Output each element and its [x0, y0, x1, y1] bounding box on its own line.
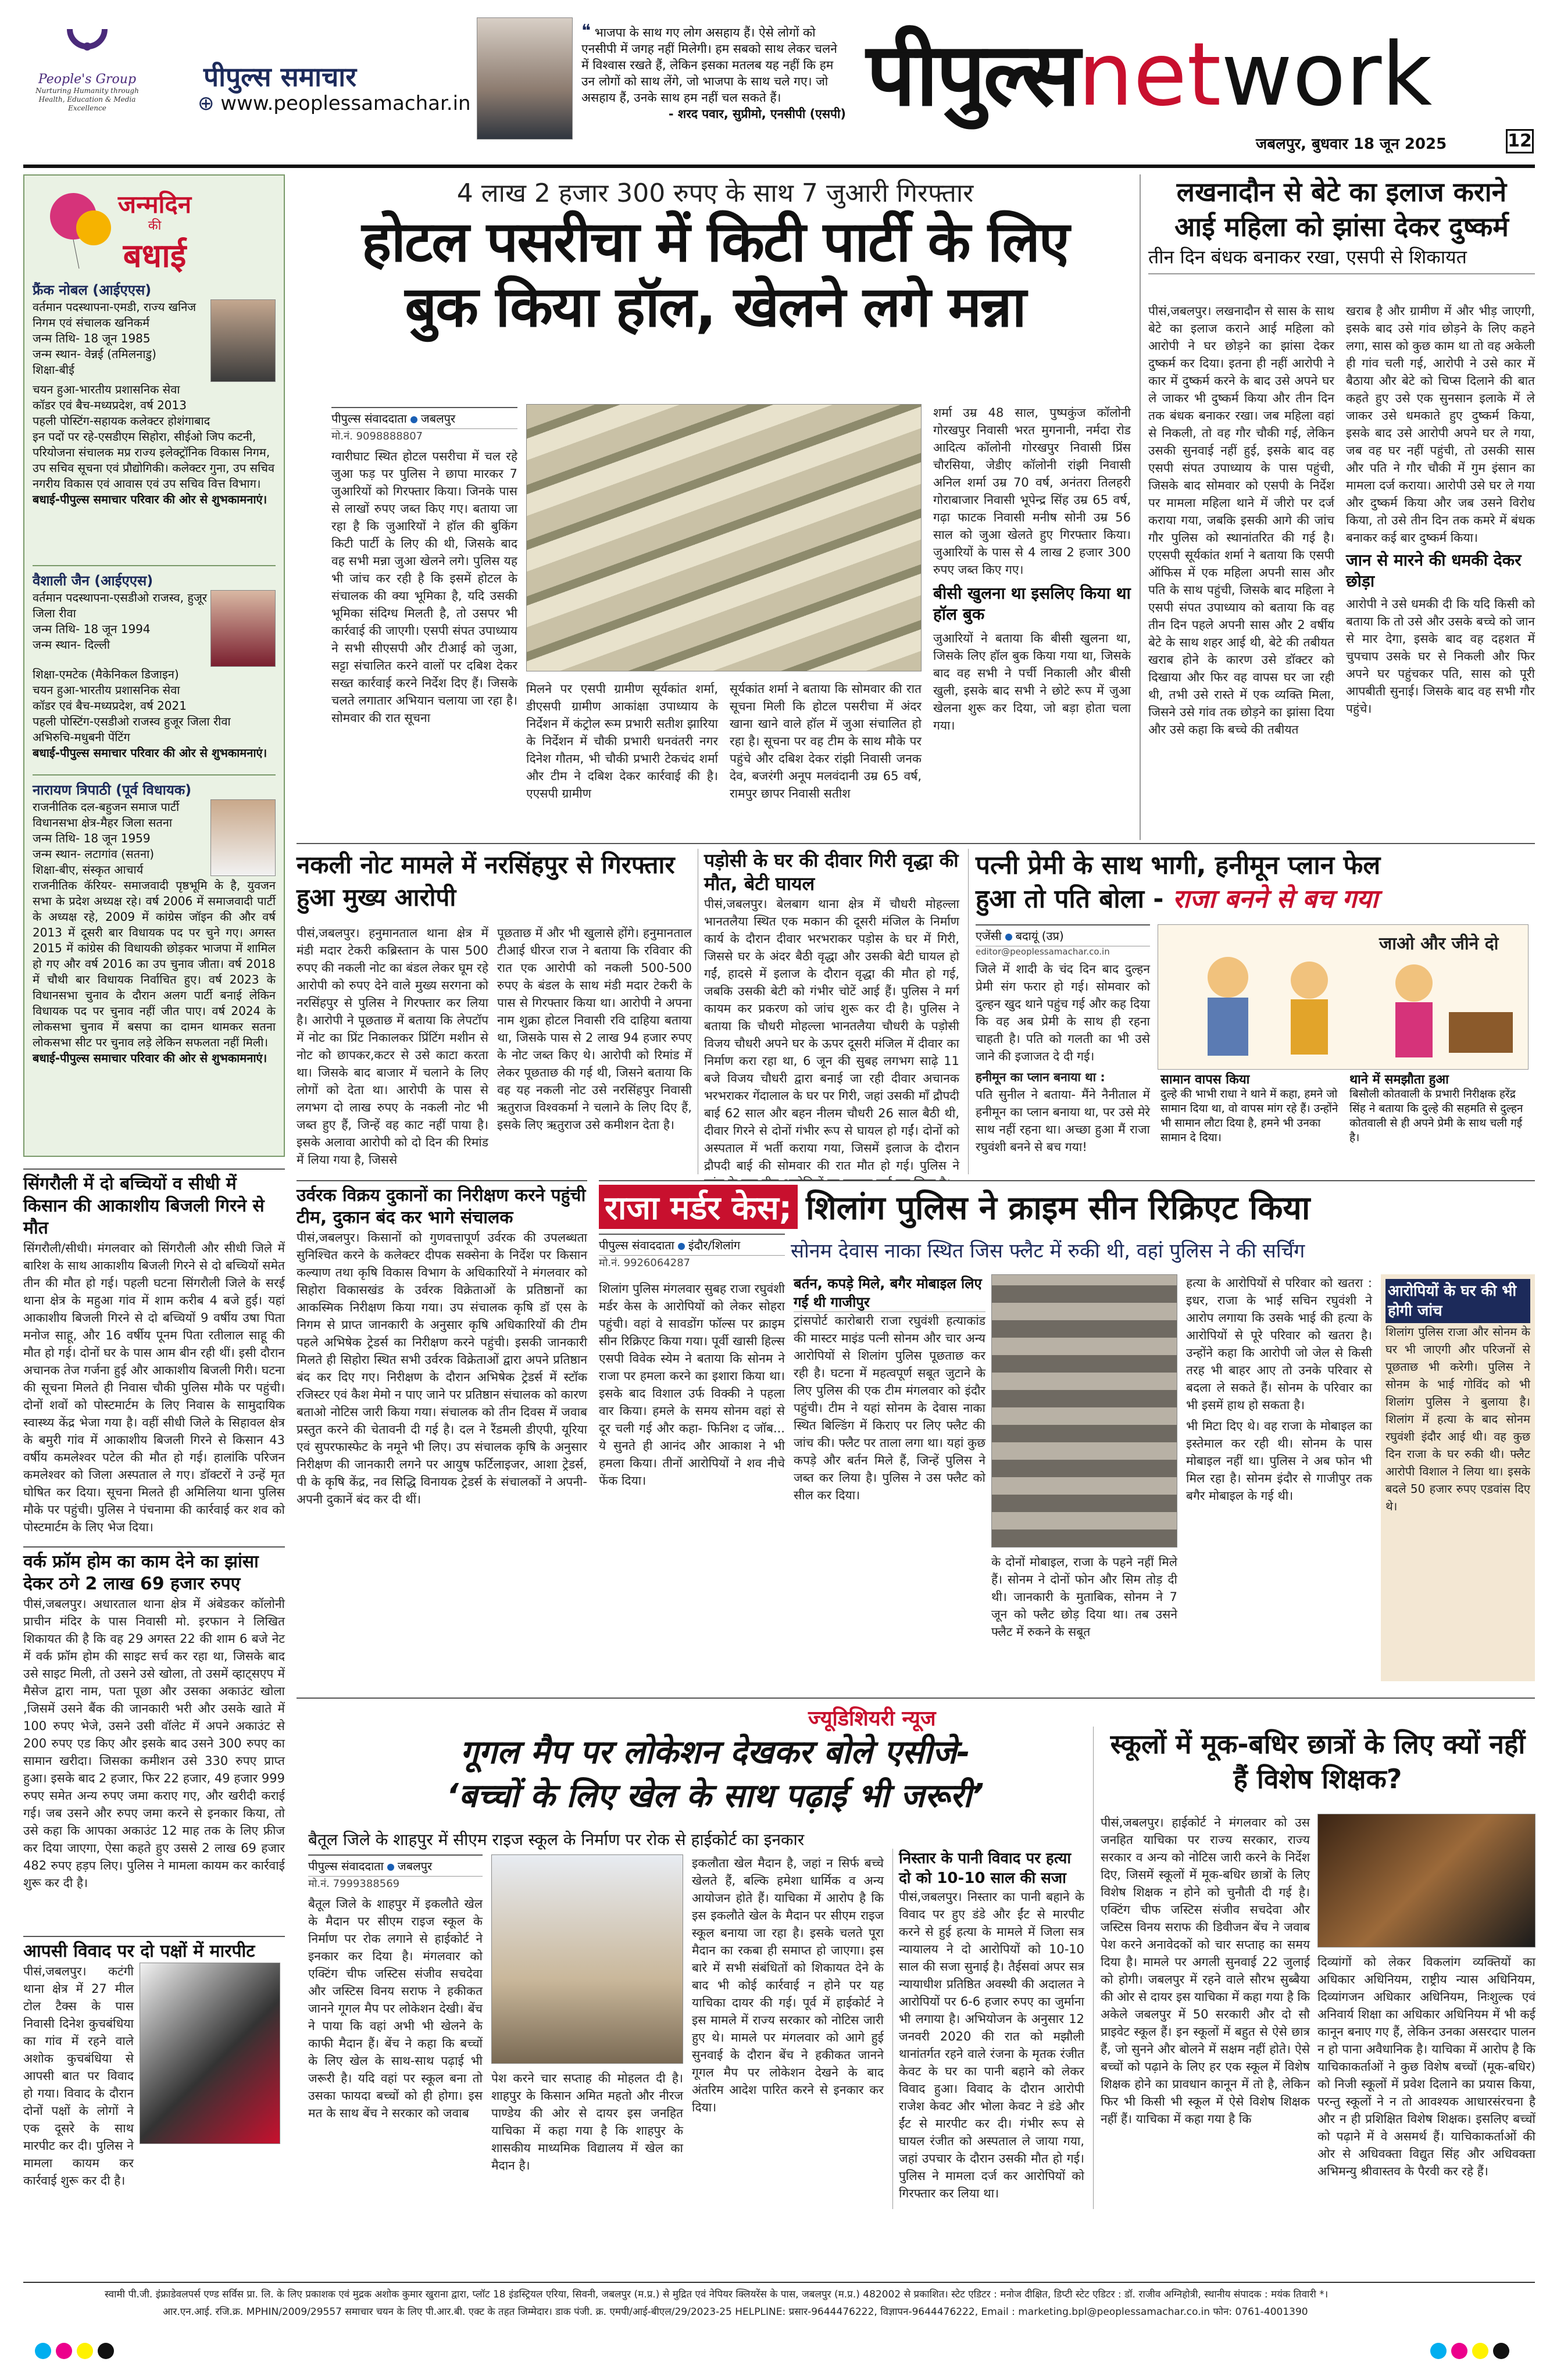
quote-mark-icon: ❝	[581, 21, 591, 41]
workfromhome-body: पीसं,जबलपुर। अधारताल थाना क्षेत्र में अंबेडकर कॉलोनी प्राचीन मंदिर के पास निवासी मो. इरफान ने लिखित शिकायत की है कि वह 29 अगस्त 22 की शाम 6 बजे नेट में वर्क फ्रॉम होम की साइट सर्च कर रहा था, जिसके बाद उसे साइट मिली, तो उसने उसे खोला, तो उसमें व्हाट्सएप में मैसेज द्वारा नाम, पता पूछा और उसका अकाउंट खोला ,जिसमें उसने बैंक की जानकारी भरी और उसके खाते में 100 रुपए भेजे, उसने उसी वॉलेट में अपने अकाउंट से 200 रुपए एड किए और इसके बाद उसने 300 रुपए का सामान खरीदा। जिसका कमीशन उसे 330 रुपए प्राप्त हुआ। इसके बाद 2 हजार, फिर 22 हजार, 49 हजार 999 रुपए समेत अन्य रुपए जमा कराए गए, और खरीदी कराई गई। जब उसने और रुपए जमा करने से इनकार किया, तो उसे कहा कि आपका अकाउंट 12 माह तक के लिए फ्रीज कर दिया जाएगा, ऐसा कहते हुए उससे 2 लाख 69 हजार 482 रुपए हड़प लिए। पुलिस ने मामला कायम कर कार्रवाई शुरू कर दी है।	[23, 1597, 285, 1890]
lightning-story	[23, 1168, 285, 1541]
raja-paragraph: हत्या के आरोपियों से परिवार को खतरा : इधर, राजा के भाई सचिन रघुवंशी ने आरोप लगाया कि उसके भाई की हत्या के आरोपियों से पूरे परिवार को खतरा है। उन्होंने कहा कि आरोपी जो जेल से किसी तरह भी बाहर आए तो उनके परिवार से बदला ले सकते हैं। सोनम के परिवार का भी इसमें हाथ हो सकता है।	[1186, 1276, 1372, 1412]
workfromhome-story	[23, 1546, 285, 1930]
honeymoon-email[interactable]: editor@peoplessamachar.co.in	[976, 946, 1110, 957]
lead-col-3: सूर्यकांत शर्मा ने बताया कि सोमवार की रात सूचना मिली कि होटल पसरीचा में अंदर खाना खाने वाले हॉल में जुआ संचालित हो रहा है। सूचना पर वह टीम के साथ मौके पर पहुंचे और दबिश देकर रांझी निवासी जनक देव, बजरंगी अनूप मलवंदानी उम्र 65 वर्ष, रामपुर छापर निवासी सतीश	[730, 682, 922, 801]
lakhnadon-headline-2: आई महिला को झांसा देकर दुष्कर्म	[1174, 211, 1509, 242]
raja-case-story	[599, 1180, 1535, 1692]
honeymoon-story	[968, 849, 1535, 1174]
profile-line: वर्तमान पदस्थापना-एसडीओ राजस्व, हुजूर जिला रीवा	[33, 591, 208, 620]
profile-line: बधाई-पीपुल्स समाचार परिवार की ओर से शुभकामनाएं।	[33, 746, 267, 760]
color-registration-right	[1430, 2343, 1514, 2361]
profile-photo	[210, 590, 276, 667]
quote-author: - शरद पवार, सुप्रीमो, एनसीपी (एसपी)	[668, 107, 846, 121]
fertilizer-headline: उर्वरक विक्रय दुकानों का निरीक्षण करने पहुंची टीम, दुकान बंद कर भागे संचालक	[297, 1185, 586, 1228]
bullet-dot-icon	[678, 1243, 685, 1250]
murder-headline: निस्तार के पानी विवाद पर हत्या दो को 10-10 साल की सजा	[899, 1850, 1072, 1887]
honeymoon-body	[976, 960, 1150, 1158]
profile-photo	[210, 799, 276, 876]
birthday-profile	[33, 566, 276, 776]
profile-line: बधाई-पीपुल्स समाचार परिवार की ओर से शुभकामनाएं।	[33, 492, 267, 506]
birthday-profile	[33, 776, 276, 1152]
paper-name: पीपुल्स समाचार	[203, 61, 357, 92]
judiciary-mobile: मो.नं. 7999388569	[308, 1878, 400, 1890]
lakhnadon-col-1: पीसं,जबलपुर। लखनादौन से सास के साथ बेटे का इलाज कराने आई महिला को आरोपी ने घर छोड़ने का झांसा देकर दुष्कर्म कर दिया। इतना ही नहीं आरोपी ने कार में दुष्कर्म करने के बाद उसे अपने घर ले जाकर भी दुष्कर्म किया और तीन दिन तक बंधक बनाकर रखा। जब महिला वहां से निकली, तो वह गौर चौकी गई, लेकिन उसकी सुनवाई नहीं हुई, इसके बाद वह एसपी संपत उपाध्याय के पास पहुंची, जिसके बाद सोमवार को एसपी के निर्देश पर मामला महिला थाने में जीरो पर दर्ज कराया गया, जबकि इसकी आगे की जांच गौर पुलिस को स्थानांतरित की गई है। एएसपी सूर्यकांत शर्मा ने बताया कि एसपी ऑफिस में एक महिला अपनी सास और पति के साथ पहुंची, जिसके बाद महिला ने एसपी संपत उपाध्याय को बताया कि वह तीन दिन पहले अपनी सास और 2 वर्षीय बेटे के साथ शहर आई थी, बेटे की तबीयत खराब होने के कारण उसे डॉक्टर को दिखाया और फिर वह वापस घर जा रही थी, तभी उसे रास्ते में एक व्यक्ति मिला, जिसने उसे गांव तक छोड़ने का झांसा दिया और उसे कहा कि बच्चे की तबीयत	[1148, 304, 1334, 737]
fake-note-col-2: पूछताछ में और भी खुलासे होंगे। हनुमानताल टीआई धीरज राज ने बताया कि रविवार की रात एक आरोपी को नकली 500-500 रुपए के बंडल के साथ मंडी मदार टेकरी के पास से गिरफ्तार किया था। आरोपी ने अपना नाम शुक्रा होटल निवासी रवि दाहिया बताया था, जिसके पास से 2 लाख 94 हजार रुपए के नोट जब्त किए थे। आरोपी को रिमांड में लेकर पूछताछ की गई थी, जिसने बताया कि वह यह नकली नोट उसे नरसिंहपुर निवासी ऋतुराज विश्वकर्मा ने चलाने के लिए दिए हैं, इसके लिए ऋतुराज उसे कमीशन देता है।	[497, 926, 692, 1132]
footer-divider	[23, 2282, 1535, 2283]
brand-work: work	[1221, 24, 1433, 126]
lakhnadon-subhead-2: जान से मारने की धमकी देकर छोड़ा	[1346, 551, 1522, 591]
judiciary-subhead: बैतूल जिले के शाहपुर में सीएम राइज स्कूल के निर्माण पर रोक से हाईकोर्ट का इनकार	[308, 1830, 805, 1849]
profile-line: राजनीतिक दल-बहुजन समाज पार्टी	[33, 800, 180, 814]
profile-line: विधानसभा क्षेत्र-मैहर जिला सतना	[33, 816, 173, 830]
raja-box	[794, 1274, 985, 1681]
judiciary-headline-1: गूगल मैप पर लोकेशन देखकर बोले एसीजे-	[460, 1734, 970, 1771]
profile-line: कॉडर एवं बैच-मध्यप्रदेश, वर्ष 2013	[33, 398, 187, 412]
raja-headline: शिलांग पुलिस ने क्राइम सीन रिक्रिएट किया	[806, 1189, 1310, 1227]
fake-note-story	[297, 849, 692, 1168]
profile-line: शिक्षा-एमटेक (मैकेनिकल डिजाइन)	[33, 667, 179, 681]
birthday-title-top: जन्मदिन	[117, 190, 192, 219]
profile-line: जन्म तिथि- 18 जून 1985	[33, 331, 151, 345]
judiciary-col-1: बैतूल जिले के शाहपुर में इकलौते खेल के मैदान पर सीएम राइज स्कूल के निर्माण पर रोक लगाने से हाईकोर्ट ने इनकार कर दिया है। मंगलवार को एक्टिंग चीफ जस्टिस संजीव सचदेवा और जस्टिस विनय सराफ ने हकीकत जानने गूगल मैप पर लोकेशन देखी। बेंच ने पाया कि वहां अभी भी खेलने के काफी मैदान हैं। बेंच ने कहा कि बच्चों के लिए खेल के साथ-साथ पढ़ाई भी जरूरी है। यदि वहां पर स्कूल बना तो उसका फायदा बच्चों को ही होगा। इस मत के साथ बेंच ने सरकार को जवाब	[308, 1897, 483, 2120]
judiciary-headline-2: ‘बच्चों के लिए खेल के साथ पढ़ाई भी जरूरी’	[446, 1777, 984, 1815]
fertilizer-body: पीसं,जबलपुर। किसानों को गुणवत्तापूर्ण उर्वरक की उपलब्धता सुनिश्चित करने के कलेक्टर दीपक सक्सेना के निर्देश पर किसान कल्याण तथा कृषि विकास विभाग के अधिकारियों ने मंगलवार को सिहोरा विकासखंड के उर्वरक विक्रेताओं के प्रतिष्ठानों का आकस्मिक निरीक्षण किया गया। उप संचालक कृषि डॉ एस के निगम से प्राप्त जानकारी के अनुसार कृषि अधिकारियों की टीम पहले अभिषेक ट्रेडर्स का निरीक्षण करने पहुंची। इसकी जानकारी मिलते ही सिहोरा स्थित सभी उर्वरक विक्रेताओं द्वारा अपने प्रतिष्ठान बंद कर दिए गए। निरीक्षण के दौरान अभिषेक ट्रेडर्स में स्टॉक रजिस्टर एवं कैश मेमो न पाए जाने पर प्रतिष्ठान संचालक को कारण बताओ नोटिस जारी किया गया। संचालक को तीन दिवस में जवाब प्रस्तुत करने की चेतावनी दी गई है। दल ने रैंडमली डीएपी, यूरिया एवं सुपरफास्फेट के नमूने भी लिए। उप संचालक कृषि के अनुसार निरीक्षण की जानकारी लगने पर आयुष फर्टिलाइजर, आशा ट्रेडर्स, पी के कृषि केंद्र, नव सिद्धि विनायक ट्रेडर्स के संचालकों ने अपनी-अपनी दुकानें बंद कर दी थीं।	[297, 1231, 587, 1506]
raja-photo-caption: के दोनों मोबाइल, राजा के पहने नहीं मिले हैं। सोनम ने दोनों फोन और सिम तोड़ दी थी। जानकारी के मुताबिक, सोनम ने 7 जून को फ्लैट छोड़ दिया था। तब उसने फ्लैट में रुकने के सबूत	[991, 1555, 1177, 1639]
profile-line: पहली पोस्टिंग-एसडीओ राजस्व हुजूर जिला रीवा	[33, 714, 231, 728]
caption-title: सामान वापस किया	[1160, 1073, 1250, 1087]
honeymoon-cartoon	[1158, 924, 1529, 1070]
judiciary-col-2: इकलौता खेल मैदान है, जहां न सिर्फ बच्चे खेलते हैं, बल्कि हमेशा धार्मिक व अन्य आयोजन होते हैं। याचिका में आरोप है कि इस इकलौते खेल के मैदान पर सीएम राइज स्कूल बनाया जा रहा है। इसके चलते पूरा मैदान का रकबा ही समाप्त हो जाएगा। इस बारे में सभी संबंधितों को शिकायत देने के बाद भी कोई कार्रवाई न होने पर यह याचिका दायर की गई। पूर्व में हाईकोर्ट ने इस मामले में राज्य सरकार को नोटिस जारी हुए थे। मामले पर मंगलवार को आगे हुई सुनवाई के दौरान बेंच ने हकीकत जानने गूगल मैप पर लोकेशन देखने के बाद अंतरिम आदेश पारित करने से इनकार कर दिया।	[692, 1856, 884, 2114]
profile-line: पहली पोस्टिंग-सहायक कलेक्टर होशंगाबाद	[33, 414, 210, 428]
caption-text: दुल्हे की भाभी राधा ने थाने में कहा, हमने जो सामान दिया था, वो वापस मांग रहे हैं। उन्होंने भी सामान लौटा दिया है, हमने भी उनका सामान दे दिया।	[1160, 1088, 1338, 1144]
judiciary-section	[297, 1703, 1535, 2215]
lakhnadon-subhead: तीन दिन बंधक बनाकर रखा, एसपी से शिकायत	[1148, 244, 1535, 274]
raja-building-photo	[991, 1274, 1177, 1548]
raja-col-1: शिलांग पुलिस मंगलवार सुबह राजा रघुवंशी मर्डर केस के आरोपियों को लेकर सोहरा पहुंची। वहां वे सावडोंग फॉल्स पर क्राइम सीन रिक्रिएट किया गया। पूर्वी खासी हिल्स एसपी विवेक स्येम ने बताया कि सोनम ने राजा पर हमला करने का इशारा किया था। इसके बाद विशाल उर्फ विक्की ने पहला वार किया। हमले के समय सोनम वहां से दूर चली गई और कहा- फिनिश द जॉब... ये सुनते ही आनंद और आकाश ने भी हमला किया। तीनों आरोपियों ने शव नीचे फेंक दिया।	[599, 1282, 785, 1488]
bullet-dot-icon	[1005, 934, 1012, 941]
raja-byline: पीपुल्स संवाददाता इंदौर/शिलांग	[599, 1234, 785, 1256]
group-name: People's Group	[38, 72, 137, 87]
column-divider	[1140, 174, 1141, 840]
raja-box-title: बर्तन, कपड़े मिले, बगैर मोबाइल लिए गई थी गाजीपुर	[794, 1274, 985, 1312]
footer-registration: आर.एन.आई. रजि.क्र. MPHIN/2009/29557 समाचार चयन के लिए पी.आर.बी. एक्ट के तहत जिम्मेदार। डाक पंजी. क्र. एमपी/आई-बीएल/29/2023-25 HELPLINE: प्रसार-9644476222, विज्ञापन-9644476222, Email : marketing.bpl@peoplessamachar.co.in फोन: 0761-4001390	[163, 2306, 1308, 2318]
lead-byline: पीपुल्स संवाददाता जबलपुर	[331, 407, 517, 429]
bullet-dot-icon	[410, 416, 417, 423]
honeymoon-subhead: हनीमून का प्लान बनाया था :	[976, 1070, 1105, 1084]
profile-line: वर्तमान पदस्थापना-एमडी, राज्य खनिज निगम एवं संचालक खनिकर्म	[33, 300, 197, 330]
wall-body: पीसं,जबलपुर। बेलबाग थाना क्षेत्र में चौधरी मोहल्ला भानतलैया स्थित एक मकान की दूसरी मंजिल के निर्माण कार्य के दौरान दीवार भरभराकर पड़ोस के घर में गिरी, जिससे घर के अंदर बैठी वृद्धा और उसकी बेटी घायल हो गईं, हादसे में इलाज के दौरान वृद्धा की मौत हो गई, जबकि उसकी बेटी को गंभीर चोटें आई हैं। पुलिस ने मर्ग कायम कर प्रकरण को जांच शुरू कर दी है। पुलिस ने बताया कि चौधरी मोहल्ला भानतलैया चौधरी के पड़ोसी विजय चौधरी अपने घर के ऊपर दूसरी मंजिल में दीवार का निर्माण करा रहा था, 6 जून की सुबह लगभग साढ़े 11 बजे विजय चौधरी द्वारा बनाई जा रही दीवार अचानक भरभराकर गेंदालाल के घर पर गिरी, जहां उसकी माँ द्रौपदी बाई 62 साल और बहन नीलम चौधरी 26 साल बैठी थी, दीवार गिरने से दोनों गंभीर रूप से घायल हो गईं। दोनों को अस्पताल में भर्ती कराया गया, जिसमें इलाज के दौरान द्रौपदी बाई की सोमवार की रात मौत हो गई। पुलिस ने	[704, 897, 959, 1173]
profile-line: जन्म तिथि- 18 जून 1959	[33, 831, 151, 845]
profile-line: जन्म स्थान- वेन्नई (तमिलनाडु)	[33, 347, 156, 361]
brand-logo	[866, 12, 1535, 128]
caption-title: थाने में समझौता हुआ	[1349, 1073, 1449, 1087]
raja-paragraph: भी मिटा दिए थे। वह राजा के मोबाइल का इस्तेमाल कर रही थी। सोनम के पास मोबाइल नहीं था। पुलिस ने अब फोन भी मिल रहा है। सोनम इंदौर से गाजीपुर तक बगैर मोबाइल के गई थी।	[1186, 1419, 1372, 1503]
lead-col-4	[933, 404, 1131, 837]
profile-line: चयन हुआ-भारतीय प्रशासनिक सेवा	[33, 383, 180, 396]
raja-mobile: मो.नं. 9926064287	[599, 1257, 691, 1269]
page-number: 12	[1506, 129, 1534, 153]
profile-line: अभिरुचि-मधुबनी पेंटिंग	[33, 730, 130, 744]
honeymoon-paragraph: पति सुनील ने बताया- मैंने नैनीताल में हनीमून का प्लान बनाया था, पर उसे मेरे साथ नहीं रहना था। अच्छा हुआ मैं राजा रघुवंशी बनने से बच गया!	[976, 1088, 1150, 1154]
masthead-divider	[23, 165, 1535, 168]
dispute-headline: आपसी विवाद पर दो पक्षों में मारपीट	[23, 1941, 255, 1961]
lightning-headline: सिंगरौली में दो बच्चियों व सीधी में किसान की आकाशीय बिजली गिरने से मौत	[23, 1174, 265, 1238]
honeymoon-headline-1: पत्नी प्रेमी के साथ भागी, हनीमून प्लान फेल	[976, 850, 1381, 880]
birthday-title-ki: की	[148, 219, 162, 233]
honeymoon-headline-2a: हुआ तो पति बोला -	[976, 884, 1164, 914]
raja-sidebar-title: आरोपियों के घर की भी होगी जांच	[1385, 1279, 1530, 1323]
judiciary-kicker: ज्यूडिशियरी न्यूज	[808, 1707, 936, 1731]
section-divider	[297, 1698, 1535, 1699]
murder-story	[892, 1849, 1084, 2209]
website[interactable]: ⊕ www.peoplessamachar.in	[198, 92, 471, 115]
school-story	[1093, 1727, 1535, 2209]
profile-name: नारायण त्रिपाठी (पूर्व विधायक)	[33, 782, 192, 798]
workfromhome-headline: वर्क फ्रॉम होम का काम देने का झांसा देकर ठगे 2 लाख 69 हजार रुपए	[23, 1552, 259, 1594]
peoples-group-logo	[29, 23, 145, 128]
lead-paragraph: जुआरियों ने बताया कि बीसी खुलना था, जिसके लिए हॉल बुक किया गया था, जिसके बाद वह सभी ने पर्ची निकाली और बीसी खुली, इसके बाद सभी ने छोटे रूप में जुआ खेलना शुरू कर दिया, जो बड़ा होता चला गया।	[933, 631, 1131, 732]
bullet-dot-icon	[387, 1864, 394, 1871]
lakhnadon-paragraph: आरोपी ने उसे धमकी दी कि यदि किसी को बताया कि तो उसे और उसके बच्चे को जान से मार देगा, इसके बाद वह दहशत में चुपचाप उसके घर से निकली और फिर अपने घर पहुंचकर पति, सास को पूरी आपबीती सुनाई। जिसके बाद वह सभी गौर पहुंचे।	[1346, 597, 1535, 716]
dispute-illustration	[140, 1963, 280, 2144]
fake-note-col-1: पीसं,जबलपुर। हनुमानताल थाना क्षेत्र में मंडी मदार टेकरी कब्रिस्तान के पास 500 रुपए की नकली नोट का बंडल लेकर घूम रहे आरोपी को रुपए देने वाले मुख्य सरगना को नरसिंहपुर से पुलिस ने गिरफ्तार कर लिया है। आरोपी ने पूछताछ में बताया कि लेपटॉप में नोट का प्रिंट निकालकर प्रिंटिंग मशीन से नोट को छापकर,कटर से उसे काटा करता था। जिसके बाद बाजार में चलाने के लिए लोगों को देता था। आरोपी के पास से लगभग दो लाख रुपए के नकली नोट भी जब्त हुए हैं, जिन्हें वह काट नहीं पाया है। इसके अलावा आरोपी को दो दिन की रिमांड में लिया गया है, जिससे	[297, 926, 488, 1167]
profile-line: कॉडर एवं बैच-मध्यप्रदेश, वर्ष 2021	[33, 699, 187, 713]
brand-hindi: पीपुल्स	[866, 24, 1079, 126]
color-registration-left	[35, 2343, 119, 2361]
profile-line: राजनीतिक कॅरियर- समाजवादी पृष्ठभूमि के है, युवजन सभा के प्रदेश अध्यक्ष रहे। वर्ष 2006 में समाजवादी पार्टी के अध्यक्ष रहे, 2009 में कांग्रेस जॉइन की और वर्ष 2013 में दूसरी बार विधायक पद पर चुने गए। अगस्त 2015 में कांग्रेस की विधायकी छोड़कर भाजपा में शामिल हो गए और वर्ष 2016 का उप चुनाव जीता। वर्ष 2018 में चौथी बार विधायक निर्वाचित हुए। वर्ष 2023 के विधानसभा चुनाव के दौरान अलग पार्टी बनाई लेकिन विधायक पद पर चुनाव नहीं जीत पाए। वर्ष 2024 के लोकसभा चुनाव में बसपा का दामन थामकर सतना लोकसभा सीट पर चुनाव लड़े लेकिन सफलता नहीं मिली।	[33, 878, 276, 1049]
profile-line: जन्म स्थान- दिल्ली	[33, 638, 110, 652]
wall-headline: पड़ोसी के घर की दीवार गिरी वृद्धा की मौत, बेटी घायल	[704, 849, 959, 895]
profile-name: वैशाली जैन (आईएएस)	[33, 573, 153, 589]
gavel-photo	[1317, 1814, 1535, 1947]
footer-imprint: स्वामी पी.जी. इंफ्राडेवलपर्स एण्ड सर्विस प्रा. लि. के लिए प्रकाशक एवं मुद्रक अशोक कुमार खुराना द्वारा, प्लॉट 18 इंडस्ट्रियल एरिया, सिवनी, जबलपुर (म.प्र.) से मुद्रित एवं नेपियर क्लियरेंस के पास, जबलपुर (म.प्र.) 482002 से प्रकाशित। स्टेट एडिटर : मनोज दीक्षित, डिप्टी स्टेट एडिटर : डॉ. राजीव अग्निहोत्री, स्थानीय संपादक : मयंक तिवारी *।	[105, 2289, 1329, 2300]
quote-text: भाजपा के साथ गए लोग असहाय हैं। ऐसे लोगों को एनसीपी में जगह नहीं मिलेगी। हम सबको साथ लेकर चलने में विश्वास रखते हैं, लेकिन इसका मतलब यह नहीं कि हम उन लोगों को साथ लेंगे, जो भाजपा के साथ चले गए। जो असहाय हैं, उनके साथ हम नहीं चल सकते हैं।	[581, 26, 837, 105]
lakhnadon-paragraph: खराब है और ग्रामीण में और भीड़ जाएगी, इसके बाद उसे गांव छोड़ने के लिए कहने लगा, सास को कुछ काम था तो वह अकेली ही गांव चली गई, आरोपी ने उसे कार में बैठाया और बेटे को चिप्स दिलाने की बात कहते हुए उसे एक सुनसान इलाके में ले जाकर उसे धमकाते हुए दुष्कर्म किया, इसके बाद उसे आरोपी अपने घर ले गया, जब वह घर नहीं पहुंची, तो उसकी सास और पति ने गौर चौकी में गुम इंसान का मामला दर्ज कराया। आरोपी उसे घर ले गया और दुष्कर्म किया और जब उसने विरोध किया, तो उसे तीन दिन तक कमरे में बंधक बनाकर कई बार दुष्कर्म किया।	[1346, 304, 1535, 545]
profile-name: फ्रैंक नोबल (आईएएस)	[33, 282, 152, 298]
lead-mobile: मो.नं. 9098888807	[331, 430, 423, 442]
judiciary-byline: पीपुल्स संवाददाता जबलपुर	[308, 1854, 483, 1877]
lightning-body: सिंगरौली/सीधी। मंगलवार को सिंगरौली और सीधी जिले में बारिश के साथ आकाशीय बिजली गिरने से दो बच्चियों समेत तीन की मौत हो गई। पहली घटना सिंगरौली जिले के सरई थाना क्षेत्र के महुआ गांव में शाम करीब 4 बजे हुई। यहां आकाशीय बिजली गिरने से दो बच्चियों 9 वर्षीय उषा पिता मनोज साहू, और 16 वर्षीय पूनम पिता रतीलाल साहू की मौत हो गई। दोनों घर के पास आम बीन रही थीं। इसी दौरान अचानक तेज गर्जना हुई और आकाशीय बिजली गिरी। घटना की सूचना मिलते ही निवास चौकी पुलिस मौके पर पहुंची। दोनों शवों को पोस्टमार्टम के लिए निवास के सामुदायिक स्वास्थ्य केंद्र भेजा गया है। वहीं सीधी जिले के सिहावल क्षेत्र के बमुरी गांव में आकाशीय बिजली गिरने से किसान 43 वर्षीय कमलेश्वर पटेल की मौत हो गई। हालांकि परिजन कमलेश्वर को जिला अस्पताल ले गए। डॉक्टरों ने उन्हें मृत घोषित कर दिया। सूचना मिलते ही अमिलिया थाना पुलिस मौके पर पहुंची। पुलिस ने पंचनामा की कार्रवाई कर शव को पोस्टमार्टम के लिए भेज दिया।	[23, 1241, 285, 1534]
raja-sidebar-body: शिलांग पुलिस राजा और सोनम के घर भी जाएगी और परिजनों से पूछताछ भी करेगी। पुलिस ने सोनम के भाई गोविंद को भी शिलांग पुलिस ने बुलाया है। शिलांग में हत्या के बाद सोनम रघुवंशी इंदौर आई थी। वह कुछ दिन राजा के घर रुकी थी। फ्लैट आरोपी विशाल ने लिया था। इसके बदले 50 हजार रुपए एडवांस दिए थे।	[1385, 1325, 1530, 1513]
section-divider	[297, 843, 1535, 844]
profile-line: बधाई-पीपुल्स समाचार परिवार की ओर से शुभकामनाएं।	[33, 1051, 267, 1065]
caption-text: बिसौली कोतवाली के प्रभारी निरीक्षक हरेंद्र सिंह ने बताया कि दुल्हे की सहमति से दुल्हन कोतवाली से ही अपने प्रेमी के साथ चली गई है।	[1349, 1088, 1523, 1144]
raja-subhead: सोनम देवास नाका स्थित जिस फ्लैट में रुकी थी, वहां पुलिस ने की सर्चिंग	[791, 1239, 1305, 1263]
lead-col-2: मिलने पर एसपी ग्रामीण सूर्यकांत शर्मा, डीएसपी ग्रामीण आकांक्षा उपाध्याय के निर्देशन में कंट्रोल रूम प्रभारी सतीश झारिया के निर्देशन में चौकी प्रभारी धनवंतरी नगर दिनेश गौतम, भी चौकी प्रभारी टेकचंद शर्मा और टीम ने दबिश देकर कार्रवाई की है। एएसपी ग्रामीण	[526, 682, 718, 801]
masthead	[0, 0, 1557, 169]
group-emblem-icon	[29, 23, 145, 70]
lead-headline-2: बुक किया हॉल, खेलने लगे मन्ना	[405, 274, 1026, 340]
lead-subhead: बीसी खुलना था इसलिए किया था हॉल बुक	[933, 584, 1131, 624]
judiciary-court-photo	[491, 1854, 683, 2064]
lead-headline-1: होटल पसरीचा में किटी पार्टी के लिए	[362, 209, 1069, 274]
profile-photo	[210, 299, 276, 382]
murder-body: पीसं,जबलपुर। निस्तार का पानी बहाने के विवाद पर हुए डंडे और ईंट से मारपीट करने से हुई हत्या के मामले में जिला सत्र न्यायालय ने दो आरोपियों को 10-10 साल की सजा सुनाई है। तैईसवां अपर सत्र न्यायाधीश प्रतिष्ठित अवस्थी की अदालत ने आरोपियों पर 6-6 हजार रुपए का जुर्माना भी लगाया है। अभियोजन के अनुसार 12 जनवरी 2020 की रात को मझौली थानांतर्गत रहने वाले रंजना के मृतक रंजीत केवट के घर का पानी बहाने को लेकर विवाद हुआ। विवाद के दौरान आरोपी राजेश केवट और भोला केवट ने डंडे और ईंट से मारपीट कर दी। गंभीर रूप से घायल रंजीत को अस्पताल ले जाया गया, जहां उपचार के दौरान उसकी मौत हो गई। पुलिस ने मामला दर्ज कर आरोपियों को गिरफ्तार कर लिया था।	[899, 1890, 1084, 2200]
dispute-body: पीसं,जबलपुर। कटंगी थाना क्षेत्र में 27 मील टोल टैक्स के पास निवासी दिनेश कुचबंधिया का गांव में रहने वाले अशोक कुचबंधिया से आपसी बात पर विवाद हो गया। विवाद के दौरान दोनों पक्षों के लोगों ने एक दूसरे के साथ मारपीट कर दी। पुलिस ने मामला कायम कर कार्रवाई शुरू कर दी है।	[23, 1964, 134, 2188]
lakhnadon-headline-1: लखनादौन से बेटे का इलाज कराने	[1176, 176, 1507, 208]
cartoon-caption: जाओ और जीने दो	[1379, 934, 1499, 954]
quote-portrait	[477, 17, 573, 140]
profile-line: जन्म तिथि- 18 जून 1994	[33, 622, 151, 636]
honeymoon-headline-2b: राजा बनने से बच गया	[1172, 884, 1379, 914]
cartoon-caption-2	[1349, 1073, 1530, 1145]
dispute-story	[23, 1936, 285, 2188]
honeymoon-paragraph: जिले में शादी के चंद दिन बाद दुल्हन प्रेमी संग फरार हो गई। सोमवार को दुल्हन खुद थाने पहुंच गई और कह दिया कि वह अब प्रेमी के साथ ही रहना चाहती है। पति को गलती का भी उसे जाने की इजाजत दे दी गई।	[976, 962, 1150, 1063]
profile-line: इन पदों पर रहे-एसडीएम सिहोरा, सीईओ जिप कटनी, परियोजना संचालक मप्र राज्य इलेक्ट्रॉनिक विकास निगम, उप सचिव सूचना एवं प्रौद्योगिकी। कलेक्टर गुना, उप सचिव नगरीय विकास एवं आवास एवं उप सचिव वित्त विभाग।	[33, 430, 275, 491]
birthday-header	[33, 181, 276, 280]
globe-icon: ⊕	[198, 92, 221, 115]
lakhnadon-story	[1148, 174, 1535, 840]
profile-line: जन्म स्थान- लटागांव (सतना)	[33, 847, 155, 861]
fake-note-headline: नकली नोट मामले में नरसिंहपुर से गिरफ्तार हुआ मुख्य आरोपी	[297, 850, 675, 912]
wall-story	[698, 849, 959, 1174]
school-col-1: पीसं,जबलपुर। हाईकोर्ट ने मंगलवार को उस जनहित याचिका पर राज्य सरकार, राज्य सरकार व अन्य को नोटिस जारी करने के निर्देश दिए, जिसमें स्कूलों में मूक-बधिर छात्रों के लिए विशेष शिक्षक न होने को चुनौती दी गई है। एक्टिंग चीफ जस्टिस संजीव सचदेवा और जस्टिस विनय सराफ की डिवीजन बेंच ने जवाब पेश करने अनावेदकों को चार सप्ताह का समय दिया है। मामले पर अगली सुनवाई 22 जुलाई को होगी। जबलपुर में रहने वाले सौरभ सुब्बैया की ओर से दायर इस याचिका में कहा गया है कि अकेले जबलपुर में 50 सरकारी और दो सौ प्राइवेट स्कूल हैं। इन स्कूलों में बहुत से ऐसे छात्र हैं, जो सुनने और बोलने में सक्षम नहीं होते। ऐसे बच्चों को पढ़ाने के लिए हर एक स्कूल में विशेष शिक्षक होने का प्रावधान कानून में तो है, लेकिन फिर भी किसी भी स्कूल में ऐसे विशेष शिक्षक नहीं हैं। याचिका में कहा गया है कि	[1101, 1816, 1310, 2126]
profile-line: चयन हुआ-भारतीय प्रशासनिक सेवा	[33, 683, 180, 697]
brand-net: net	[1078, 24, 1222, 126]
lead-photo-cash	[526, 404, 922, 671]
raja-sidebar	[1381, 1274, 1535, 1681]
lead-story	[297, 174, 1134, 840]
profile-line: शिक्षा-बीई	[33, 363, 74, 377]
lakhnadon-col-2	[1346, 302, 1535, 837]
raja-col-2: ट्रांसपोर्ट कारोबारी राजा रघुवंशी हत्याकांड की मास्टर माइंड पत्नी सोनम और चार अन्य आरोपियों से शिलांग पुलिस पूछताछ कर रही है। घटना में महत्वपूर्ण सबूत जुटाने के लिए पुलिस की एक टीम मंगलवार को इंदौर पहुंची। टीम ने यहां सोनम के देवास नाका स्थित बिल्डिंग में किराए पर लिए फ्लैट की जांच की। फ्लैट पर ताला लगा था। यहां कुछ कपड़े और बर्तन मिले हैं, जिन्हें पुलिस ने जब्त कर लिया है। पुलिस ने उस फ्लैट को सील कर दिया।	[794, 1314, 985, 1502]
birthday-title-bottom: बधाई	[123, 237, 187, 275]
lead-col-1: ग्वारीघाट स्थित होटल पसरीचा में चल रहे जुआ फड़ पर पुलिस ने छापा मारकर 7 जुआरियों को गिरफ्तार किया। जिनके पास से लाखों रुपए जब्त किए गए। बताया जा रहा है कि जुआरियों ने हॉल की बुकिंग किटी पार्टी के लिए की थी, जिसके बाद वह सभी मन्ना जुआ खेलने लगे। पुलिस यह भी जांच कर रही है कि इसमें होटल के संचालक की क्या भूमिका है, यदि उसकी भूमिका संदिग्ध मिलती है, तो उसपर भी कार्रवाई की जाएगी। एसपी संपत उपाध्याय ने सभी सीएसपी और टीआई को जुआ, सट्टा संचालित करने वालों पर दबिश देकर सख्त कार्रवाई करने निर्देश दिए हैं। जिसके चलते लगातार अभियान चलाया जा रहा है। सोमवार की रात सूचना	[331, 449, 517, 725]
raja-col-3	[1186, 1274, 1372, 1681]
judiciary-photo-caption: पेश करने चार सप्ताह की मोहलत दी है। शाहपुर के किसान अमित महतो और नीरज पाण्डेय की ओर से दायर इस जनहित याचिका में कहा गया है कि शाहपुर के शासकीय माध्यमिक विद्यालय में खेल का मैदान है।	[491, 2071, 683, 2172]
profile-line: शिक्षा-बीए, संस्कृत आचार्य	[33, 863, 144, 877]
quote-box	[581, 23, 846, 145]
raja-kicker: राजा मर्डर केस;	[599, 1185, 798, 1229]
lead-kicker: 4 लाख 2 हजार 300 रुपए के साथ 7 जुआरी गिरफ्तार	[456, 178, 974, 208]
date-line: जबलपुर, बुधवार 18 जून 2025	[1256, 135, 1447, 153]
honeymoon-byline: एजेंसी बदायूं (उप्र)	[976, 924, 1150, 946]
group-tagline: Nurturing Humanity through Health, Education & Media Excellence	[35, 87, 139, 112]
school-col-2: दिव्यांगों को लेकर विकलांग व्यक्तियों का अधिकार अधिनियम, राष्ट्रीय न्यास अधिनियम, दिव्यांगजन अधिकार अधिनियम, निःशुल्क एवं अनिवार्य शिक्षा का अधिकार अधिनियम में भी कई कानून बनाए गए हैं, लेकिन उनका असरदार पालन न हो पाना अवैधानिक है। याचिका में आरोप है कि याचिकाकर्ताओं ने कुछ विशेष बच्चों (मूक-बधिर) को निजी स्कूलों में प्रवेश दिलाने का प्रयास किया, परन्तु स्कूलों ने न तो आवश्यक आधारसंरचना है और न ही प्रशिक्षित विशेष शिक्षक। इसलिए बच्चों को पढ़ाने में वे असमर्थ हैं। याचिकाकर्ताओं की ओर से अधिवक्ता विद्युत सिंह और अधिवक्ता अभिमन्यु श्रीवास्तव के पैरवी कर रहे हैं।	[1317, 1955, 1535, 2178]
cartoon-caption-1	[1160, 1073, 1344, 1145]
lead-paragraph: शर्मा उम्र 48 साल, पुष्पकुंज कॉलोनी गोरखपुर निवासी भरत मुगनानी, नर्मदा रोड आदित्य कॉलोनी गोरखपुर निवासी प्रिंस चौरसिया, जेडीए कॉलोनी रांझी निवासी अनिल शर्मा उम्र 70 वर्ष, अनंतरा तिलहरी गोराबाजार निवासी भूपेन्द्र सिंह उम्र 65 वर्ष, गढ़ा फाटक निवासी मनीष सोनी उम्र 56 साल को जुआ खेलते हुए गिरफ्तार किया। जुआरियों के पास से 4 लाख 2 हजार 300 रुपए जब्त किए गए।	[933, 406, 1131, 577]
school-headline: स्कूलों में मूक-बधिर छात्रों के लिए क्यों नहीं हैं विशेष शिक्षक?	[1110, 1728, 1526, 1795]
birthday-profile	[33, 280, 276, 566]
birthday-column	[23, 174, 285, 1157]
fertilizer-story	[297, 1180, 587, 1692]
